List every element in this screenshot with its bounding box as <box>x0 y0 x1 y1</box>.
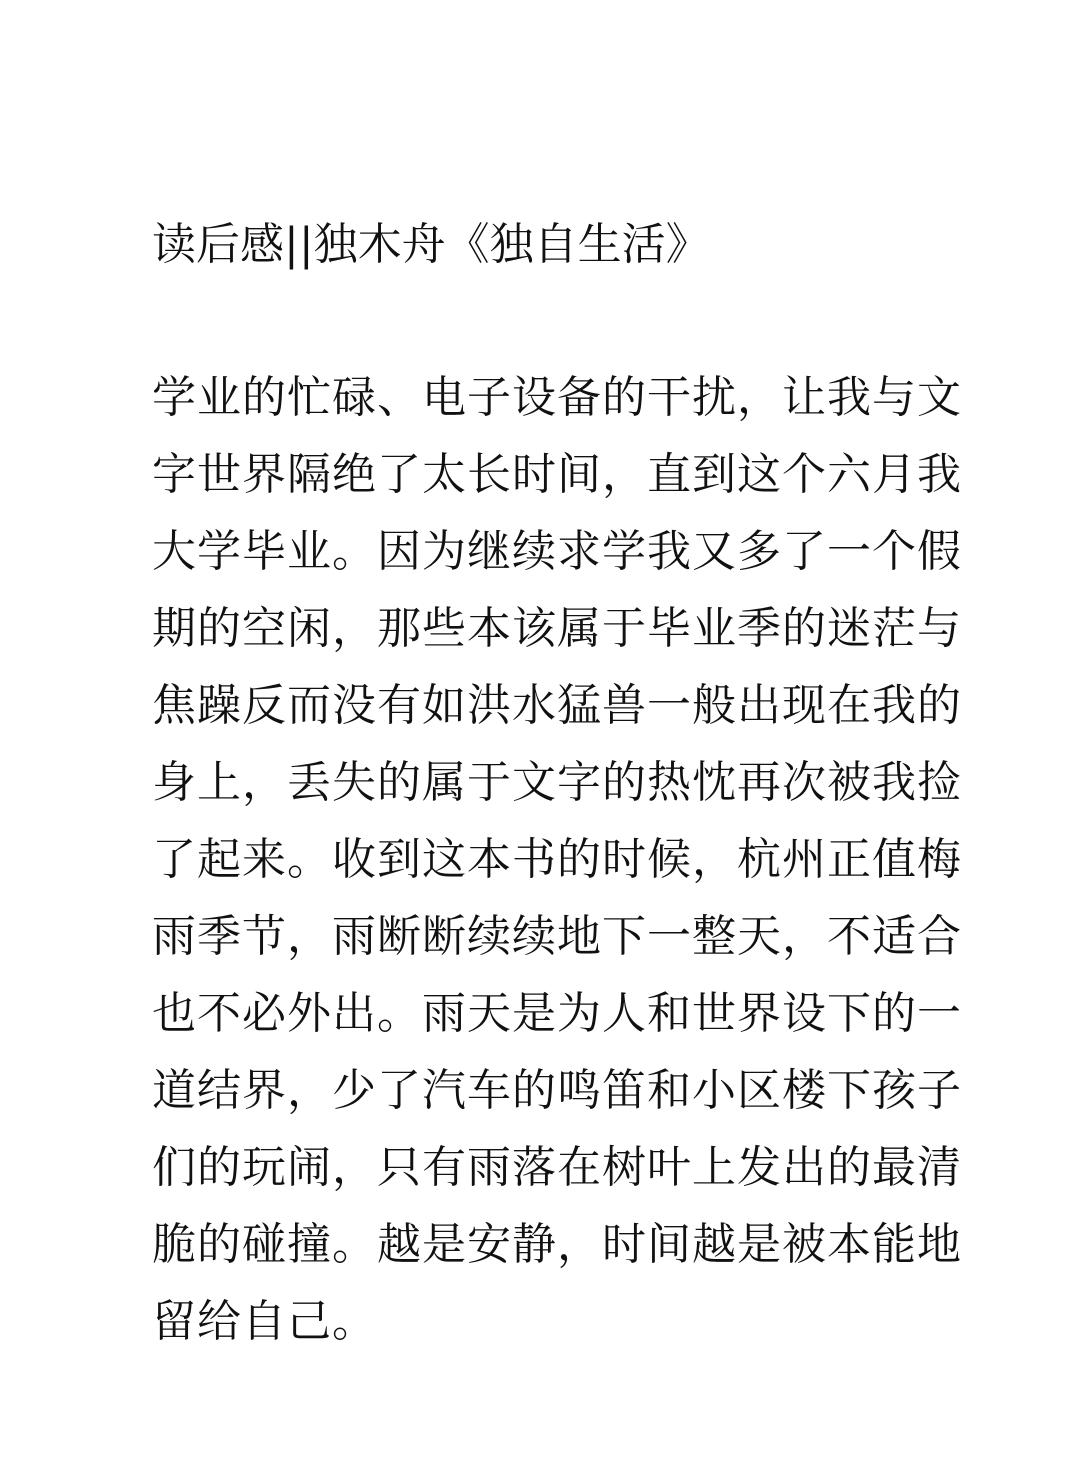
body-line: 学业的忙碌、电子设备的干扰，让我与文 <box>152 372 962 423</box>
body-line: 字世界隔绝了太长时间，直到这个六月我 <box>152 449 962 500</box>
body-line: 留给自己。 <box>152 1296 377 1347</box>
body-line: 道结界，少了汽车的鸣笛和小区楼下孩子 <box>152 1065 962 1116</box>
article-title: 读后感||独木舟《独自生活》 <box>152 219 710 270</box>
body-line: 们的玩闹，只有雨落在树叶上发出的最清 <box>152 1142 962 1193</box>
body-line: 也不必外出。雨天是为人和世界设下的一 <box>152 988 962 1039</box>
body-line: 焦躁反而没有如洪水猛兽一般出现在我的 <box>152 680 962 731</box>
body-line: 身上，丢失的属于文字的热忱再次被我捡 <box>152 757 962 808</box>
article-body <box>152 365 962 1366</box>
body-line: 雨季节，雨断断续续地下一整天，不适合 <box>152 911 962 962</box>
body-line: 了起来。收到这本书的时候，杭州正值梅 <box>152 834 962 885</box>
body-line: 脆的碰撞。越是安静，时间越是被本能地 <box>152 1219 962 1270</box>
body-line: 大学毕业。因为继续求学我又多了一个假 <box>152 526 962 577</box>
body-line: 期的空闲，那些本该属于毕业季的迷茫与 <box>152 603 962 654</box>
